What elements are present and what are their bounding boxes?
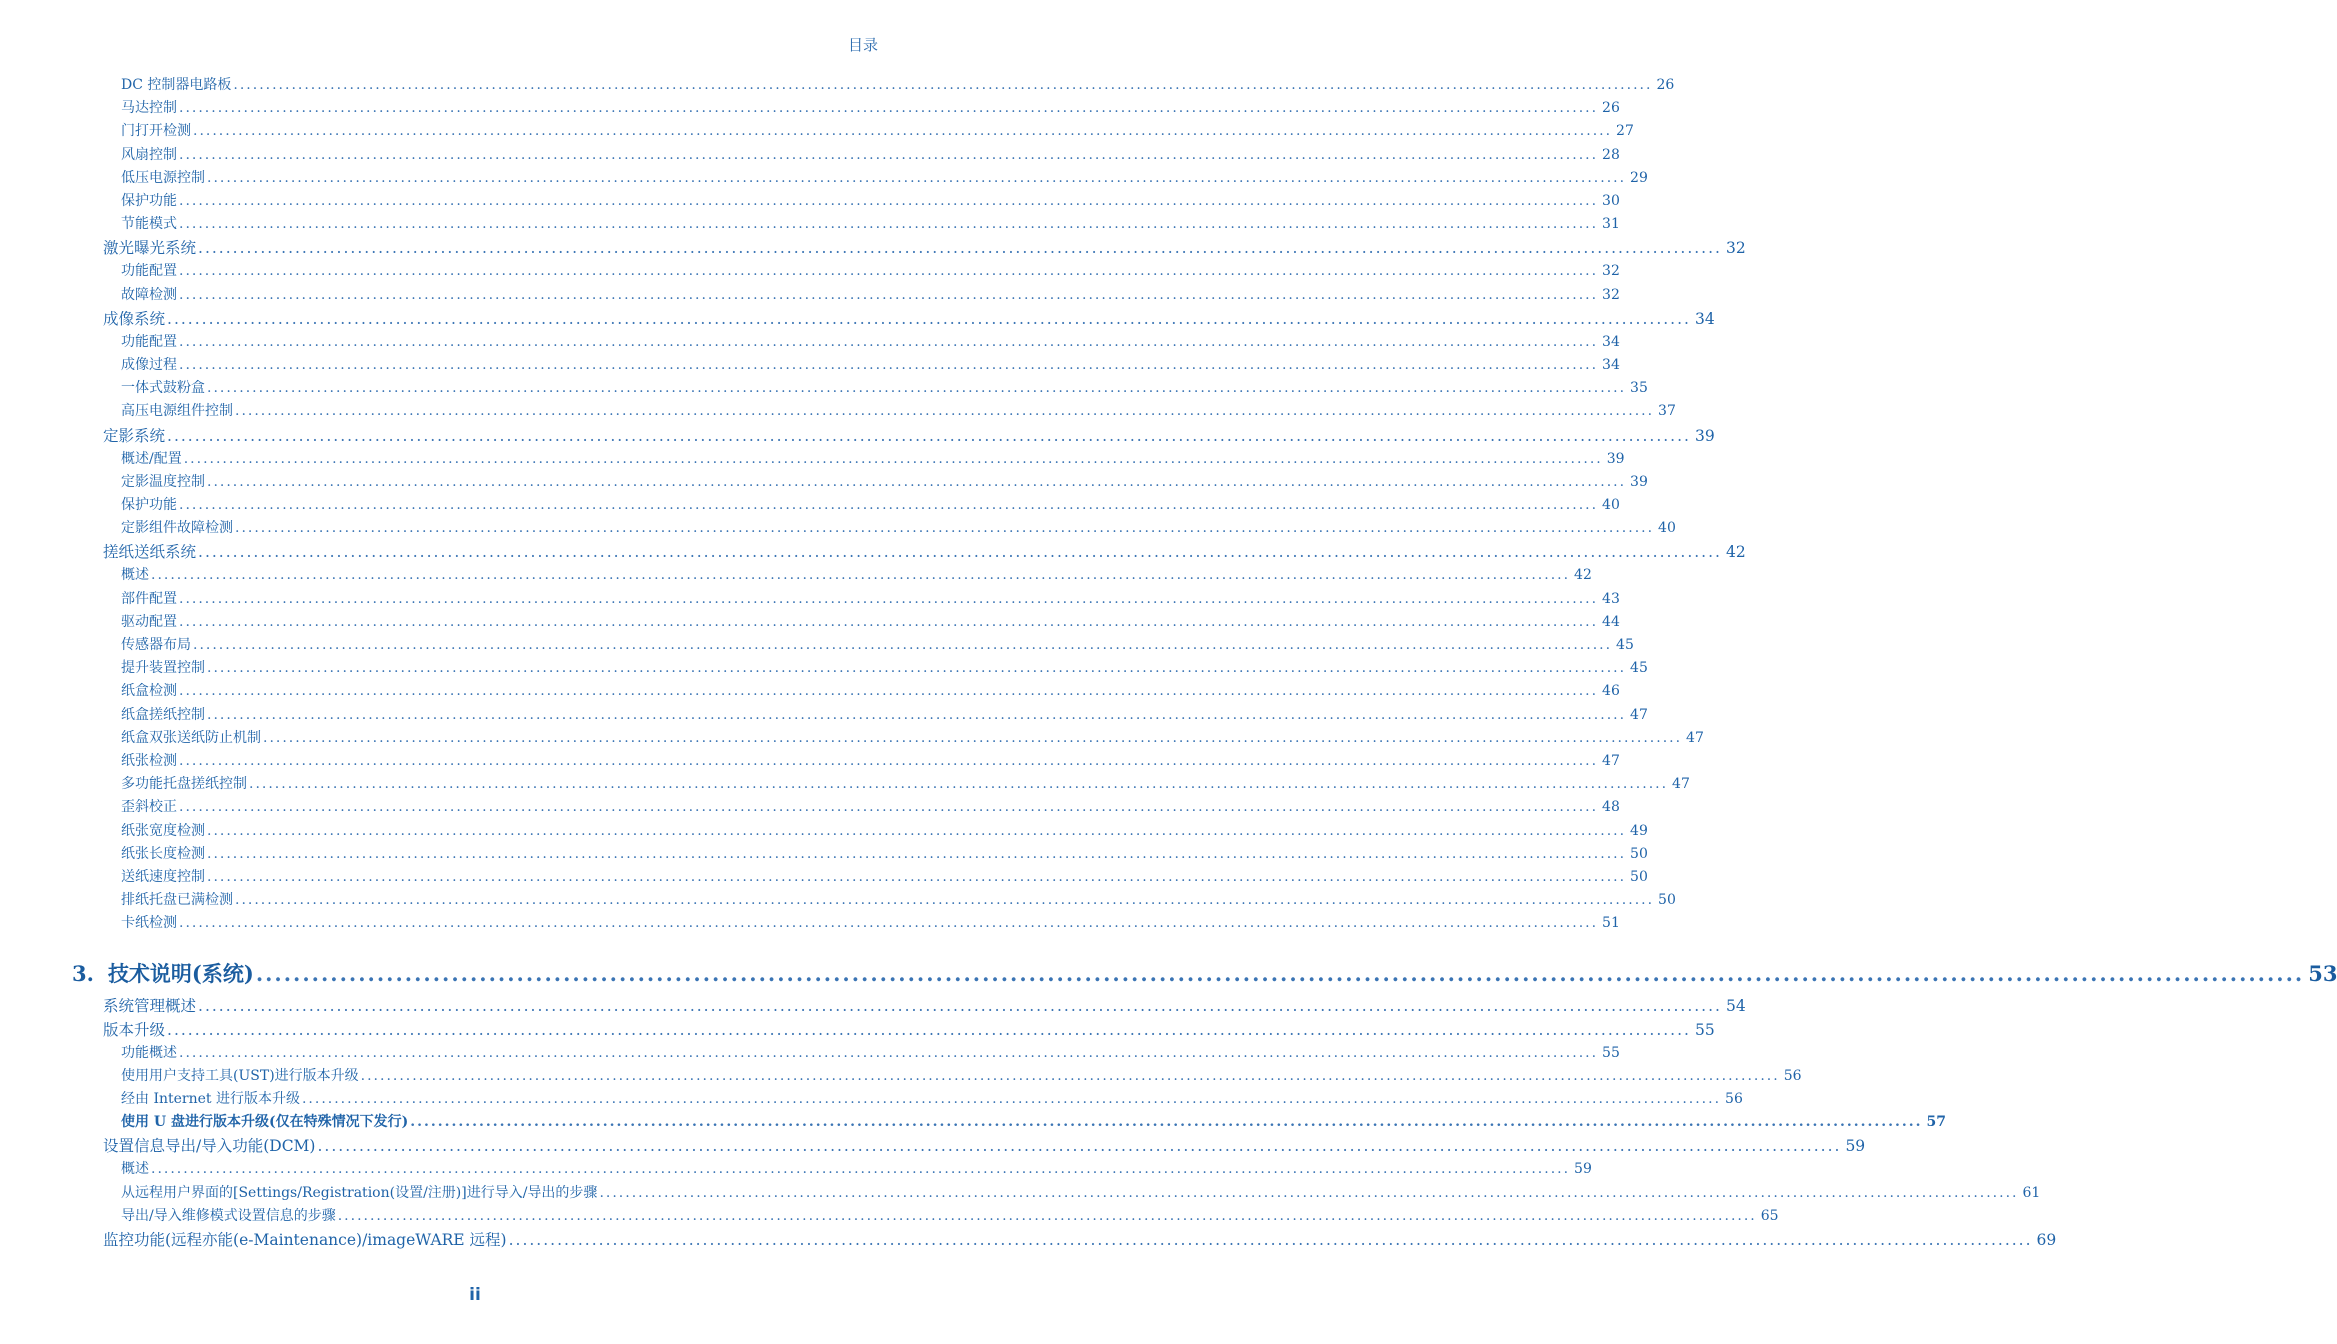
- toc-entry-page: 37: [1658, 403, 1676, 420]
- dot-leader: ............................................................................................................................................................................................................................: [167, 1020, 1691, 1039]
- toc-entry-title: 排纸托盘已满检测: [121, 892, 233, 909]
- toc-entry-title: 保护功能: [121, 497, 177, 513]
- toc-subsection-entry[interactable]: [121, 843, 1648, 863]
- toc-entry-title: 风扇控制: [121, 146, 177, 163]
- toc-subsection-entry[interactable]: [121, 1065, 1802, 1085]
- dot-leader: ............................................................................................................................................................................................................................: [198, 543, 1722, 562]
- toc-entry-page: 39: [1606, 450, 1625, 467]
- toc-section-entry[interactable]: [103, 540, 1746, 562]
- toc-subsection-entry[interactable]: [121, 377, 1648, 397]
- toc-entry-title: 从远程用户界面的[Settings/Registration(设置/注册)]进行导入/导出的步骤: [121, 1184, 598, 1201]
- dot-leader: ............................................................................................................................................................................................................................: [167, 309, 1691, 328]
- toc-entry-page: 27: [1616, 123, 1634, 140]
- toc-entry-title: 传感器布局: [121, 637, 191, 653]
- toc-entry-page: 55: [1694, 1020, 1715, 1039]
- toc-subsection-entry[interactable]: [121, 144, 1620, 164]
- dot-leader: ............................................................................................................................................................................................................................: [235, 403, 1655, 420]
- toc-entry-title: 保护功能: [121, 193, 177, 209]
- toc-subsection-entry[interactable]: [121, 260, 1620, 280]
- toc-entry-title: 功能配置: [121, 263, 177, 280]
- dot-leader: ............................................................................................................................................................................................................................: [207, 380, 1627, 397]
- toc-entry-page: 59: [1574, 1161, 1592, 1178]
- dot-leader: ............................................................................................................................................................................................................................: [249, 776, 1669, 793]
- dot-leader: ............................................................................................................................................................................................................................: [235, 520, 1655, 537]
- toc-entry-page: 50: [1630, 845, 1648, 862]
- toc-entry-title: DC 控制器电路板: [121, 77, 232, 93]
- toc-entry-title: 纸盒检测: [121, 683, 177, 700]
- toc-subsection-entry[interactable]: [121, 494, 1620, 514]
- dot-leader: ............................................................................................................................................................................................................................: [193, 123, 1613, 140]
- toc-entry-page: 26: [1656, 77, 1675, 93]
- dot-leader: ............................................................................................................................................................................................................................: [151, 567, 1571, 584]
- toc-entry-title: 定影组件故障检测: [121, 520, 233, 537]
- dot-leader: ............................................................................................................................................................................................................................: [179, 146, 1599, 163]
- dot-leader: ............................................................................................................................................................................................................................: [207, 869, 1627, 885]
- toc-entry-page: 34: [1602, 333, 1620, 350]
- toc-section-entry[interactable]: [103, 1134, 1866, 1156]
- toc-entry-title: 部件配置: [121, 590, 177, 607]
- toc-entry-title: 使用 U 盘进行版本升级(仅在特殊情况下发行): [121, 1114, 409, 1131]
- toc-entry-title: 定影温度控制: [121, 473, 205, 490]
- toc-entry-page: 49: [1630, 822, 1648, 839]
- toc-entry-page: 32: [1725, 239, 1746, 258]
- dot-leader: ............................................................................................................................................................................................................................: [179, 613, 1599, 630]
- toc-entry-page: 47: [1602, 753, 1620, 769]
- toc-section-entry[interactable]: [103, 1228, 2057, 1250]
- toc-subsection-entry[interactable]: [121, 190, 1620, 210]
- dot-leader: ............................................................................................................................................................................................................................: [179, 753, 1599, 769]
- toc-entry-title: 纸盒搓纸控制: [121, 706, 205, 723]
- running-header-title: 目录: [847, 36, 878, 54]
- toc-entry-page: 44: [1602, 613, 1620, 630]
- dot-leader: ............................................................................................................................................................................................................................: [233, 77, 1653, 93]
- toc-entry-page: 50: [1630, 869, 1648, 885]
- toc-subsection-entry[interactable]: [121, 1182, 2041, 1202]
- dot-leader: ............................................................................................................................................................................................................................: [179, 333, 1599, 350]
- toc-entry-page: 47: [1630, 706, 1648, 723]
- toc-entry-title: 成像系统: [103, 309, 166, 328]
- toc-entry-page: 57: [1926, 1114, 1946, 1131]
- toc-entry-page: 45: [1616, 637, 1634, 653]
- toc-entry-page: 32: [1602, 286, 1620, 303]
- toc-entry-title: 纸张宽度检测: [121, 822, 205, 839]
- toc-entry-page: 32: [1602, 263, 1620, 280]
- toc-subsection-entry[interactable]: [121, 634, 1634, 654]
- dot-leader: ............................................................................................................................................................................................................................: [179, 915, 1599, 932]
- toc-entry-title: 驱动配置: [121, 613, 177, 630]
- toc-subsection-entry[interactable]: [121, 1042, 1620, 1062]
- toc-entry-page: 56: [1783, 1067, 1802, 1084]
- toc-section-entry[interactable]: [103, 994, 1746, 1016]
- toc-entry-page: 51: [1602, 915, 1620, 932]
- dot-leader: ............................................................................................................................................................................................................................: [207, 845, 1627, 862]
- chapter-number: 3.: [72, 960, 94, 986]
- toc-subsection-entry[interactable]: [121, 517, 1676, 537]
- dot-leader: ............................................................................................................................................................................................................................: [179, 216, 1599, 233]
- toc-entry-title: 导出/导入维修模式设置信息的步骤: [121, 1207, 336, 1224]
- toc-subsection-entry[interactable]: [121, 889, 1676, 909]
- toc-entry-title: 版本升级: [103, 1020, 166, 1039]
- toc-subsection-entry[interactable]: [121, 1205, 1779, 1225]
- dot-leader: ............................................................................................................................................................................................................................: [198, 239, 1722, 258]
- toc-entry-page: 47: [1686, 729, 1704, 746]
- toc-entry-title: 马达控制: [121, 100, 177, 117]
- toc-subsection-entry[interactable]: [121, 167, 1648, 187]
- page-number: ii: [469, 1285, 481, 1305]
- toc-entry-page: 48: [1602, 799, 1620, 816]
- toc-subsection-entry[interactable]: [121, 284, 1620, 304]
- dot-leader: ............................................................................................................................................................................................................................: [179, 799, 1599, 816]
- toc-entry-page: 34: [1694, 309, 1715, 328]
- dot-leader: ............................................................................................................................................................................................................................: [508, 1231, 2033, 1249]
- dot-leader: ............................................................................................................................................................................................................................: [179, 1044, 1599, 1061]
- toc-entry-title: 搓纸送纸系统: [103, 543, 197, 562]
- toc-section-entry[interactable]: [103, 307, 1715, 329]
- dot-leader: ............................................................................................................................................................................................................................: [207, 473, 1627, 490]
- toc-subsection-entry[interactable]: [121, 680, 1620, 700]
- toc-entry-page: 46: [1602, 683, 1620, 700]
- toc-subsection-entry[interactable]: [121, 912, 1620, 932]
- toc-entry-page: 29: [1630, 169, 1648, 186]
- toc-entry-page: 26: [1602, 100, 1620, 117]
- toc-entry-title: 一体式鼓粉盒: [121, 380, 205, 397]
- toc-entry-title: 激光曝光系统: [103, 239, 197, 258]
- toc-section-entry[interactable]: [103, 1018, 1715, 1040]
- toc-entry-page: 56: [1725, 1091, 1743, 1107]
- toc-subsection-entry[interactable]: [121, 213, 1620, 233]
- toc-entry-title: 低压电源控制: [121, 169, 205, 186]
- toc-entry-page: 30: [1602, 193, 1620, 209]
- toc-subsection-entry[interactable]: [121, 588, 1620, 608]
- toc-entry-title: 门打开检测: [121, 123, 191, 140]
- dot-leader: ............................................................................................................................................................................................................................: [183, 450, 1603, 467]
- toc-entry-page: 42: [1574, 567, 1592, 584]
- toc-entry-title: 纸盒双张送纸防止机制: [121, 729, 261, 746]
- toc-entry-title: 技术说明(系统): [107, 960, 254, 986]
- toc-subsection-entry[interactable]: [121, 820, 1648, 840]
- dot-leader: ............................................................................................................................................................................................................................: [235, 892, 1655, 909]
- toc-entry-title: 概述: [121, 567, 149, 584]
- dot-leader: ............................................................................................................................................................................................................................: [410, 1114, 1923, 1131]
- dot-leader: ............................................................................................................................................................................................................................: [193, 637, 1613, 653]
- toc-subsection-entry[interactable]: [121, 564, 1592, 584]
- toc-entry-page: 50: [1658, 892, 1676, 909]
- toc-entry-title: 纸张长度检测: [121, 845, 205, 862]
- toc-entry-page: 65: [1760, 1207, 1779, 1224]
- toc-entry-title: 系统管理概述: [103, 996, 197, 1015]
- dot-leader: ............................................................................................................................................................................................................................: [599, 1184, 2019, 1201]
- dot-leader: ............................................................................................................................................................................................................................: [179, 497, 1599, 513]
- dot-leader: ............................................................................................................................................................................................................................: [151, 1161, 1571, 1178]
- toc-entry-page: 42: [1725, 543, 1746, 562]
- toc-subsection-entry[interactable]: [121, 1088, 1743, 1108]
- toc-subsection-entry[interactable]: [121, 611, 1620, 631]
- toc-entry-page: 61: [2022, 1184, 2041, 1201]
- toc-section-entry[interactable]: [103, 424, 1715, 446]
- dot-leader: ............................................................................................................................................................................................................................: [207, 660, 1627, 677]
- toc-entry-page: 54: [1725, 996, 1746, 1015]
- dot-leader: ............................................................................................................................................................................................................................: [207, 169, 1627, 186]
- toc-entry-title: 纸张检测: [121, 753, 177, 769]
- dot-leader: ............................................................................................................................................................................................................................: [179, 590, 1599, 607]
- toc-entry-title: 设置信息导出/导入功能(DCM): [103, 1137, 316, 1156]
- toc-subsection-entry[interactable]: [121, 354, 1620, 374]
- dot-leader: ............................................................................................................................................................................................................................: [360, 1067, 1780, 1084]
- toc-subsection-entry[interactable]: [121, 331, 1620, 351]
- toc-entry-page: 35: [1630, 380, 1648, 397]
- toc-entry-page: 40: [1602, 497, 1620, 513]
- toc-subsection-entry[interactable]: [121, 773, 1690, 793]
- toc-entry-page: 39: [1694, 426, 1715, 445]
- toc-entry-page: 59: [1845, 1137, 1866, 1156]
- dot-leader: ............................................................................................................................................................................................................................: [263, 729, 1683, 746]
- toc-entry-page: 55: [1602, 1044, 1620, 1061]
- toc-entry-title: 成像过程: [121, 357, 177, 373]
- toc-subsection-entry[interactable]: [121, 1158, 1592, 1178]
- toc-subsection-entry[interactable]: [121, 796, 1620, 816]
- toc-subsection-entry[interactable]: [121, 657, 1648, 677]
- toc-subsection-entry[interactable]: [121, 448, 1625, 468]
- toc-entry-page: 40: [1658, 520, 1676, 537]
- dot-leader: ............................................................................................................................................................................................................................: [301, 1091, 1722, 1107]
- toc-section-entry[interactable]: [103, 236, 1746, 258]
- dot-leader: ............................................................................................................................................................................................................................: [179, 683, 1599, 700]
- toc-entry-page: 34: [1602, 357, 1620, 373]
- toc-entry-page: 31: [1602, 216, 1620, 233]
- dot-leader: ............................................................................................................................................................................................................................: [317, 1137, 1842, 1156]
- dot-leader: ............................................................................................................................................................................................................................: [255, 960, 2305, 986]
- toc-subsection-entry[interactable]: [121, 727, 1704, 747]
- dot-leader: ............................................................................................................................................................................................................................: [179, 286, 1599, 303]
- toc-entry-title: 定影系统: [103, 426, 166, 445]
- dot-leader: ............................................................................................................................................................................................................................: [179, 263, 1599, 280]
- dot-leader: ............................................................................................................................................................................................................................: [198, 996, 1722, 1015]
- dot-leader: ............................................................................................................................................................................................................................: [179, 357, 1599, 373]
- toc-entry-page: 53: [2308, 960, 2337, 986]
- toc-entry-title: 故障检测: [121, 286, 177, 303]
- toc-entry-title: 多功能托盘搓纸控制: [121, 776, 247, 793]
- toc-entry-page: 28: [1602, 146, 1620, 163]
- toc-chapter-entry[interactable]: [72, 958, 2337, 988]
- toc-entry-page: 39: [1630, 473, 1648, 490]
- toc-entry-title: 提升装置控制: [121, 660, 205, 677]
- toc-subsection-entry[interactable]: [121, 1111, 1946, 1131]
- toc-entry-page: 47: [1672, 776, 1690, 793]
- toc-entry-title: 卡纸检测: [121, 915, 177, 932]
- toc-entry-title: 高压电源组件控制: [121, 403, 233, 420]
- toc-entry-page: 43: [1602, 590, 1620, 607]
- toc-entry-title: 节能模式: [121, 216, 177, 233]
- toc-subsection-entry[interactable]: [121, 704, 1648, 724]
- dot-leader: ............................................................................................................................................................................................................................: [179, 100, 1599, 117]
- toc-entry-page: 69: [2036, 1231, 2057, 1249]
- toc-subsection-entry[interactable]: [121, 866, 1648, 886]
- dot-leader: ............................................................................................................................................................................................................................: [179, 193, 1599, 209]
- toc-entry-title: 功能概述: [121, 1044, 177, 1061]
- toc-entry-page: 45: [1630, 660, 1648, 677]
- toc-entry-title: 概述/配置: [121, 450, 182, 467]
- toc-subsection-entry[interactable]: [121, 400, 1676, 420]
- toc-entry-title: 使用用户支持工具(UST)进行版本升级: [121, 1067, 359, 1084]
- toc-entry-title: 歪斜校正: [121, 799, 177, 816]
- toc-subsection-entry[interactable]: [121, 120, 1634, 140]
- toc-subsection-entry[interactable]: [121, 750, 1620, 770]
- toc-subsection-entry[interactable]: [121, 74, 1675, 94]
- toc-subsection-entry[interactable]: [121, 471, 1648, 491]
- dot-leader: ............................................................................................................................................................................................................................: [207, 822, 1627, 839]
- dot-leader: ............................................................................................................................................................................................................................: [167, 426, 1691, 445]
- toc-entry-title: 功能配置: [121, 333, 177, 350]
- toc-entry-title: 监控功能(远程亦能(e-Maintenance)/imageWARE 远程): [103, 1231, 507, 1249]
- toc-entry-title: 送纸速度控制: [121, 869, 205, 885]
- dot-leader: ............................................................................................................................................................................................................................: [337, 1207, 1757, 1224]
- toc-subsection-entry[interactable]: [121, 97, 1620, 117]
- toc-entry-title: 概述: [121, 1161, 149, 1178]
- toc-entry-title: 经由 Internet 进行版本升级: [121, 1091, 300, 1107]
- dot-leader: ............................................................................................................................................................................................................................: [207, 706, 1627, 723]
